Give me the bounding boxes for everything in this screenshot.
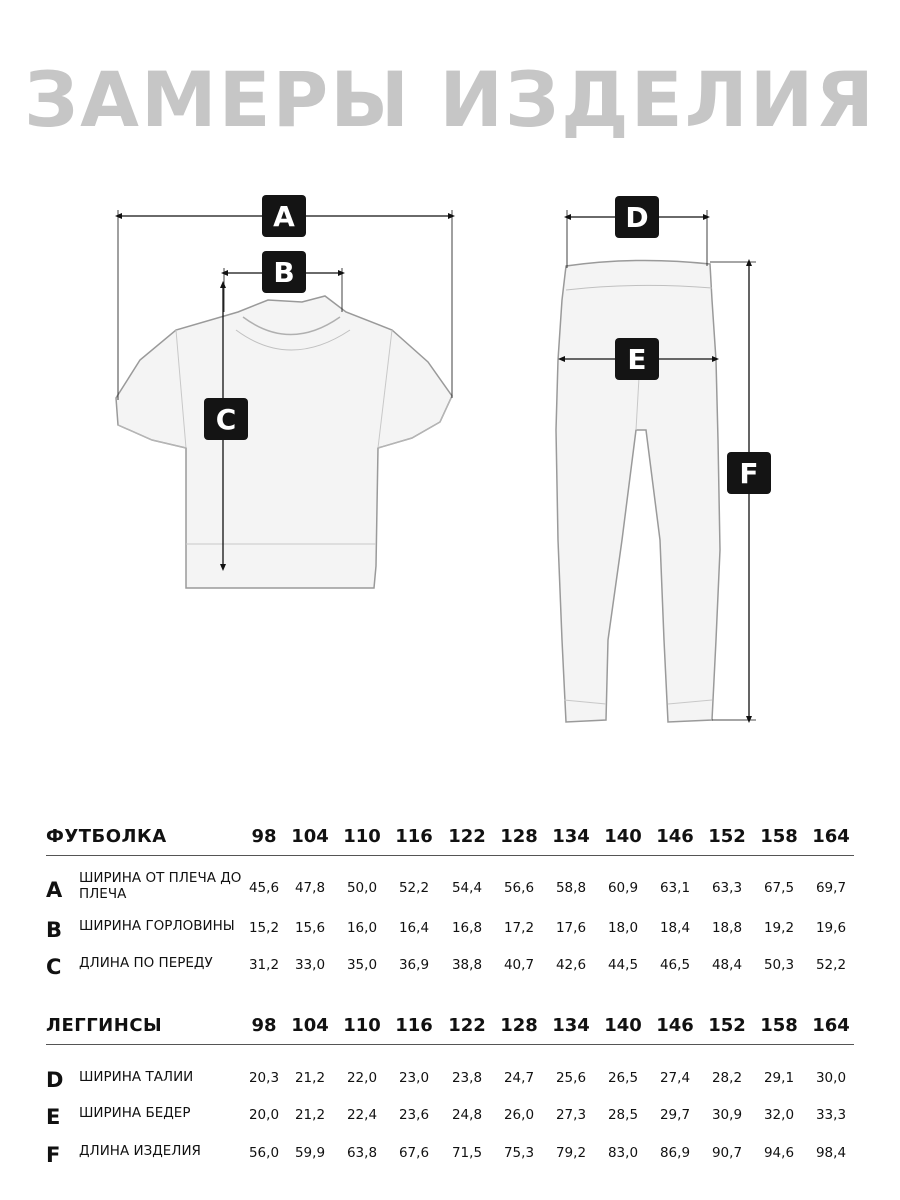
value-cell: 75,3	[503, 1145, 535, 1161]
value-cell: 22,4	[346, 1107, 378, 1123]
size-cell: 98	[251, 1015, 277, 1036]
value-cell: 46,5	[659, 957, 691, 973]
size-cell: 164	[812, 1015, 850, 1036]
value-cell: 94,6	[763, 1145, 795, 1161]
row-label: ДЛИНА ИЗДЕЛИЯ	[79, 1143, 201, 1159]
page-title: ЗАМЕРЫ ИЗДЕЛИЯ	[24, 55, 876, 144]
tshirt-size-table	[46, 820, 854, 979]
value-cell: 67,6	[398, 1145, 430, 1161]
table-row	[46, 1101, 854, 1141]
value-cell: 22,0	[346, 1070, 378, 1086]
size-cell: 104	[291, 826, 329, 847]
table-row	[46, 951, 854, 991]
size-cell: 158	[760, 826, 798, 847]
size-cell: 122	[448, 826, 486, 847]
value-cell: 44,5	[607, 957, 639, 973]
row-label: ДЛИНА ПО ПЕРЕДУ	[79, 955, 213, 971]
marker-a: A	[273, 200, 295, 233]
size-cell: 128	[500, 1015, 538, 1036]
value-cell: 21,2	[294, 1070, 326, 1086]
tshirt-drawing	[116, 296, 452, 588]
value-cell: 29,1	[763, 1070, 795, 1086]
value-cell: 60,9	[607, 880, 639, 896]
value-cell: 17,6	[555, 920, 587, 936]
value-cell: 83,0	[607, 1145, 639, 1161]
value-cell: 31,2	[248, 957, 280, 973]
leggings-drawing	[556, 260, 720, 722]
value-cell: 63,3	[711, 880, 743, 896]
size-cell: 140	[604, 1015, 642, 1036]
row-letter: F	[46, 1143, 61, 1167]
marker-d: D	[625, 201, 649, 234]
value-cell: 23,0	[398, 1070, 430, 1086]
row-letter: B	[46, 918, 63, 942]
value-cell: 42,6	[555, 957, 587, 973]
value-cell: 24,7	[503, 1070, 535, 1086]
table-row	[46, 1139, 854, 1179]
value-cell: 16,4	[398, 920, 430, 936]
value-cell: 54,4	[451, 880, 483, 896]
divider	[46, 855, 854, 856]
value-cell: 28,2	[711, 1070, 743, 1086]
row-label: ШИРИНА БЕДЕР	[79, 1105, 191, 1121]
value-cell: 16,8	[451, 920, 483, 936]
table-row	[46, 1064, 854, 1104]
value-cell: 50,3	[763, 957, 795, 973]
value-cell: 27,3	[555, 1107, 587, 1123]
value-cell: 20,0	[248, 1107, 280, 1123]
size-cell: 152	[708, 826, 746, 847]
value-cell: 48,4	[711, 957, 743, 973]
value-cell: 26,0	[503, 1107, 535, 1123]
leggings-table-title: ЛЕГГИНСЫ	[46, 1015, 163, 1036]
value-cell: 29,7	[659, 1107, 691, 1123]
value-cell: 59,9	[294, 1145, 326, 1161]
value-cell: 17,2	[503, 920, 535, 936]
value-cell: 58,8	[555, 880, 587, 896]
value-cell: 30,9	[711, 1107, 743, 1123]
row-label: ШИРИНА ОТ ПЛЕЧА ДО ПЛЕЧА	[79, 870, 242, 902]
value-cell: 33,3	[815, 1107, 847, 1123]
value-cell: 56,6	[503, 880, 535, 896]
value-cell: 90,7	[711, 1145, 743, 1161]
size-cell: 134	[552, 826, 590, 847]
row-letter: D	[46, 1068, 64, 1092]
value-cell: 71,5	[451, 1145, 483, 1161]
marker-c: C	[215, 403, 237, 436]
value-cell: 26,5	[607, 1070, 639, 1086]
value-cell: 56,0	[248, 1145, 280, 1161]
size-cell: 116	[395, 1015, 433, 1036]
size-cell: 158	[760, 1015, 798, 1036]
row-letter: A	[46, 878, 63, 902]
value-cell: 24,8	[451, 1107, 483, 1123]
value-cell: 63,1	[659, 880, 691, 896]
value-cell: 47,8	[294, 880, 326, 896]
value-cell: 21,2	[294, 1107, 326, 1123]
size-cell: 98	[251, 826, 277, 847]
value-cell: 63,8	[346, 1145, 378, 1161]
value-cell: 18,8	[711, 920, 743, 936]
size-cell: 164	[812, 826, 850, 847]
size-cell: 104	[291, 1015, 329, 1036]
value-cell: 15,2	[248, 920, 280, 936]
size-cell: 116	[395, 826, 433, 847]
marker-e: E	[627, 343, 647, 376]
value-cell: 19,6	[815, 920, 847, 936]
value-cell: 23,8	[451, 1070, 483, 1086]
row-label: ШИРИНА ГОРЛОВИНЫ	[79, 918, 235, 934]
table-row	[46, 870, 854, 910]
value-cell: 19,2	[763, 920, 795, 936]
size-cell: 146	[656, 826, 694, 847]
tshirt-size-header	[46, 820, 854, 860]
value-cell: 23,6	[398, 1107, 430, 1123]
value-cell: 50,0	[346, 880, 378, 896]
marker-f: F	[739, 457, 759, 490]
value-cell: 18,0	[607, 920, 639, 936]
value-cell: 33,0	[294, 957, 326, 973]
value-cell: 69,7	[815, 880, 847, 896]
value-cell: 28,5	[607, 1107, 639, 1123]
size-cell: 140	[604, 826, 642, 847]
leggings-size-table	[46, 1009, 854, 1167]
size-cell: 134	[552, 1015, 590, 1036]
table-row	[46, 914, 854, 954]
tshirt-table-title: ФУТБОЛКА	[46, 826, 167, 847]
value-cell: 98,4	[815, 1145, 847, 1161]
value-cell: 27,4	[659, 1070, 691, 1086]
value-cell: 36,9	[398, 957, 430, 973]
value-cell: 18,4	[659, 920, 691, 936]
value-cell: 25,6	[555, 1070, 587, 1086]
value-cell: 16,0	[346, 920, 378, 936]
size-cell: 122	[448, 1015, 486, 1036]
value-cell: 67,5	[763, 880, 795, 896]
value-cell: 15,6	[294, 920, 326, 936]
value-cell: 45,6	[248, 880, 280, 896]
value-cell: 52,2	[815, 957, 847, 973]
size-cell: 110	[343, 1015, 381, 1036]
marker-b: B	[273, 256, 295, 289]
size-cell: 152	[708, 1015, 746, 1036]
row-letter: E	[46, 1105, 61, 1129]
value-cell: 35,0	[346, 957, 378, 973]
value-cell: 86,9	[659, 1145, 691, 1161]
divider	[46, 1044, 854, 1045]
row-letter: C	[46, 955, 62, 979]
row-label: ШИРИНА ТАЛИИ	[79, 1069, 194, 1085]
value-cell: 38,8	[451, 957, 483, 973]
value-cell: 52,2	[398, 880, 430, 896]
size-cell: 128	[500, 826, 538, 847]
value-cell: 40,7	[503, 957, 535, 973]
value-cell: 20,3	[248, 1070, 280, 1086]
leggings-size-header	[46, 1009, 854, 1049]
value-cell: 30,0	[815, 1070, 847, 1086]
size-cell: 110	[343, 826, 381, 847]
value-cell: 79,2	[555, 1145, 587, 1161]
value-cell: 32,0	[763, 1107, 795, 1123]
size-cell: 146	[656, 1015, 694, 1036]
